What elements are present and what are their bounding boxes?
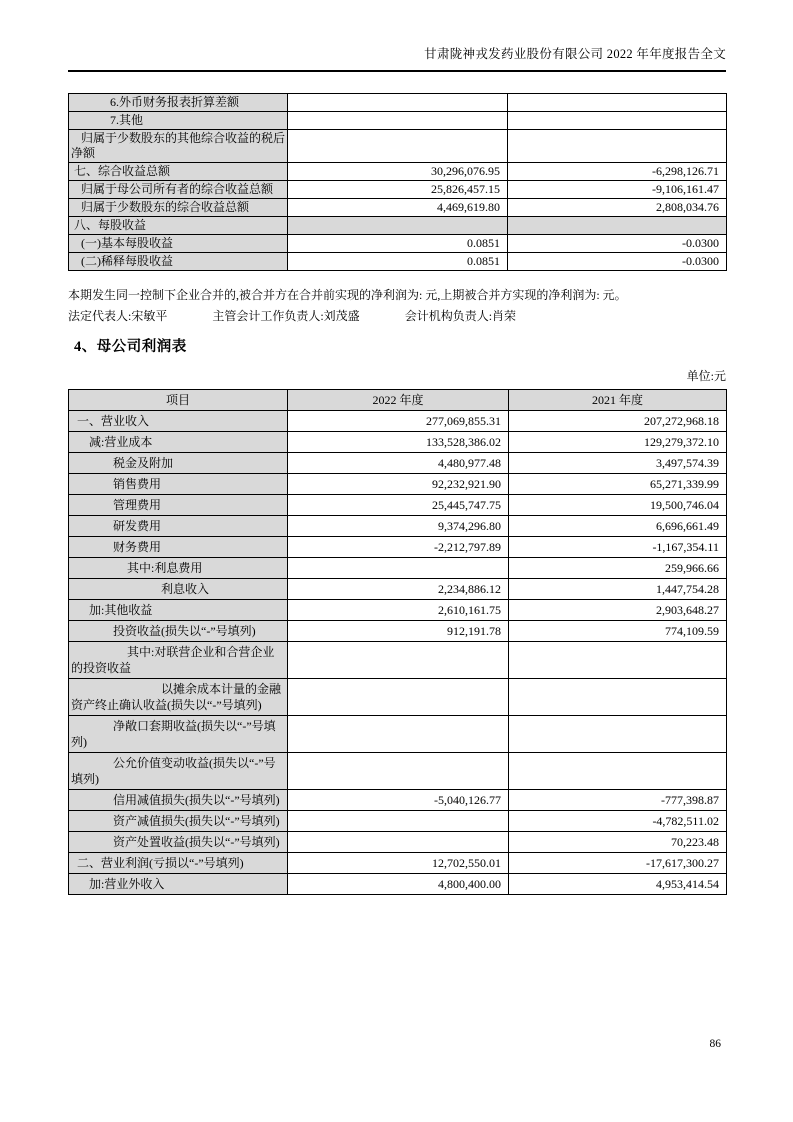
value-2022: 4,469,619.80 (288, 199, 508, 217)
table-row (69, 235, 727, 253)
value-2022 (288, 832, 509, 853)
value-2021 (509, 642, 727, 679)
value-2021: -9,106,161.47 (508, 181, 727, 199)
section-title: 4、母公司利润表 (74, 339, 187, 355)
value-2021: -17,617,300.27 (509, 853, 727, 874)
value-2022: 9,374,296.80 (288, 516, 509, 537)
row-label: 净敞口套期收益(损失以“-”号填列) (69, 716, 288, 753)
value-2022 (288, 217, 508, 235)
table-row (69, 516, 727, 537)
value-2022 (288, 112, 508, 130)
value-2022: 92,232,921.90 (288, 474, 509, 495)
table-row (69, 94, 727, 112)
page-number: 86 (709, 1038, 721, 1050)
table-row (69, 112, 727, 130)
value-2021 (508, 217, 727, 235)
value-2022 (288, 130, 508, 163)
row-label: 信用减值损失(损失以“-”号填列) (69, 790, 288, 811)
header-divider (68, 70, 726, 72)
row-label: 归属于母公司所有者的综合收益总额 (69, 181, 288, 199)
row-label: 减:营业成本 (69, 432, 288, 453)
value-2021: 19,500,746.04 (509, 495, 727, 516)
row-label: 八、每股收益 (69, 217, 288, 235)
value-2022 (288, 753, 509, 790)
value-2021 (508, 130, 727, 163)
table-row (69, 537, 727, 558)
value-2021: -6,298,126.71 (508, 163, 727, 181)
value-2022: 277,069,855.31 (288, 411, 509, 432)
table-row (69, 753, 727, 790)
value-2022 (288, 558, 509, 579)
value-2022: 4,480,977.48 (288, 453, 509, 474)
value-2021: -0.0300 (508, 235, 727, 253)
table-row (69, 411, 727, 432)
value-2022: 0.0851 (288, 235, 508, 253)
value-2021: -777,398.87 (509, 790, 727, 811)
table-row (69, 790, 727, 811)
row-label: 其中:利息费用 (69, 558, 288, 579)
row-label: 一、营业收入 (69, 411, 288, 432)
row-label: 其中:对联营企业和合营企业的投资收益 (69, 642, 288, 679)
table-row (69, 642, 727, 679)
value-2021: 207,272,968.18 (509, 411, 727, 432)
chief-accounting-officer: 主管会计工作负责人:刘茂盛 (212, 309, 360, 323)
value-2022: 25,826,457.15 (288, 181, 508, 199)
legal-representative: 法定代表人:宋敏平 (68, 309, 168, 323)
table-row (69, 579, 727, 600)
value-2022 (288, 94, 508, 112)
value-2022 (288, 642, 509, 679)
table-row (69, 832, 727, 853)
value-2021: 129,279,372.10 (509, 432, 727, 453)
row-label: 7.其他 (69, 112, 288, 130)
value-2021: 259,966.66 (509, 558, 727, 579)
table-header-row (69, 390, 727, 411)
column-header: 2021 年度 (509, 390, 727, 411)
value-2022 (288, 679, 509, 716)
table-row (69, 217, 727, 235)
value-2022: 0.0851 (288, 253, 508, 271)
table-row (69, 495, 727, 516)
row-label: 七、综合收益总额 (69, 163, 288, 181)
row-label: 加:营业外收入 (69, 874, 288, 895)
table-row (69, 130, 727, 163)
row-label: 加:其他收益 (69, 600, 288, 621)
value-2022: 912,191.78 (288, 621, 509, 642)
value-2022: 4,800,400.00 (288, 874, 509, 895)
value-2021: 6,696,661.49 (509, 516, 727, 537)
comprehensive-income-table (68, 93, 727, 271)
unit-label: 单位:元 (686, 369, 726, 383)
value-2022: 12,702,550.01 (288, 853, 509, 874)
value-2021 (509, 679, 727, 716)
value-2021 (508, 94, 727, 112)
table-row (69, 874, 727, 895)
document-header-title: 甘肃陇神戎发药业股份有限公司 2022 年年度报告全文 (424, 47, 726, 61)
signatories-line (68, 308, 726, 325)
table-row (69, 181, 727, 199)
value-2022: 2,610,161.75 (288, 600, 509, 621)
row-label: 投资收益(损失以“-”号填列) (69, 621, 288, 642)
table-row (69, 679, 727, 716)
row-label: 6.外币财务报表折算差额 (69, 94, 288, 112)
merger-note: 本期发生同一控制下企业合并的,被合并方在合并前实现的净利润为: 元,上期被合并方实现的净利润为: 元。 (68, 288, 627, 302)
value-2022 (288, 811, 509, 832)
value-2021 (509, 716, 727, 753)
value-2021: 2,808,034.76 (508, 199, 727, 217)
value-2022: 30,296,076.95 (288, 163, 508, 181)
value-2021: 1,447,754.28 (509, 579, 727, 600)
value-2021 (508, 112, 727, 130)
row-label: 以摊余成本计量的金融资产终止确认收益(损失以“-”号填列) (69, 679, 288, 716)
table-row (69, 853, 727, 874)
row-label: 研发费用 (69, 516, 288, 537)
value-2022: -5,040,126.77 (288, 790, 509, 811)
table-row (69, 432, 727, 453)
table-row (69, 621, 727, 642)
row-label: 资产处置收益(损失以“-”号填列) (69, 832, 288, 853)
column-header: 项目 (69, 390, 288, 411)
table-row (69, 811, 727, 832)
table-row (69, 453, 727, 474)
row-label: 二、营业利润(亏损以“-”号填列) (69, 853, 288, 874)
row-label: 利息收入 (69, 579, 288, 600)
value-2021: -0.0300 (508, 253, 727, 271)
table-row (69, 716, 727, 753)
row-label: (二)稀释每股收益 (69, 253, 288, 271)
row-label: 销售费用 (69, 474, 288, 495)
row-label: 公允价值变动收益(损失以“-”号填列) (69, 753, 288, 790)
table-row (69, 253, 727, 271)
row-label: 财务费用 (69, 537, 288, 558)
row-label: 税金及附加 (69, 453, 288, 474)
value-2022 (288, 716, 509, 753)
table-row (69, 474, 727, 495)
value-2022: -2,212,797.89 (288, 537, 509, 558)
value-2021: 2,903,648.27 (509, 600, 727, 621)
row-label: (一)基本每股收益 (69, 235, 288, 253)
table-row (69, 163, 727, 181)
value-2021 (509, 753, 727, 790)
value-2021: 4,953,414.54 (509, 874, 727, 895)
row-label: 归属于少数股东的综合收益总额 (69, 199, 288, 217)
row-label: 资产减值损失(损失以“-”号填列) (69, 811, 288, 832)
value-2021: 3,497,574.39 (509, 453, 727, 474)
value-2021: -4,782,511.02 (509, 811, 727, 832)
table-row (69, 199, 727, 217)
value-2021: 70,223.48 (509, 832, 727, 853)
table-row (69, 600, 727, 621)
parent-company-income-statement-table (68, 389, 727, 895)
table-row (69, 558, 727, 579)
value-2021: 65,271,339.99 (509, 474, 727, 495)
value-2021: -1,167,354.11 (509, 537, 727, 558)
row-label: 管理费用 (69, 495, 288, 516)
column-header: 2022 年度 (288, 390, 509, 411)
value-2021: 774,109.59 (509, 621, 727, 642)
value-2022: 25,445,747.75 (288, 495, 509, 516)
accounting-department-head: 会计机构负责人:肖荣 (404, 309, 517, 323)
value-2022: 133,528,386.02 (288, 432, 509, 453)
row-label: 归属于少数股东的其他综合收益的税后净额 (69, 130, 288, 163)
value-2022: 2,234,886.12 (288, 579, 509, 600)
